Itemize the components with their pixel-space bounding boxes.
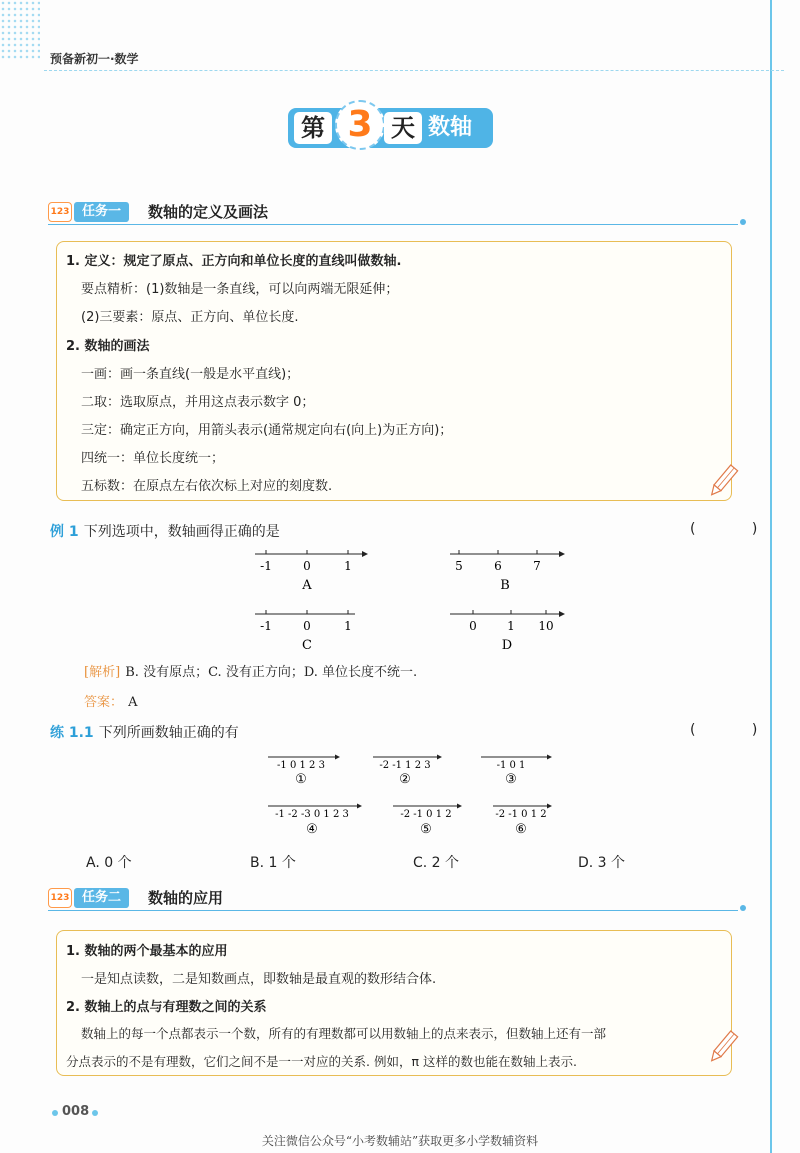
pencil-icon (706, 462, 740, 502)
pencil-icon (706, 1028, 740, 1068)
option-d-tick-label: 1 (507, 619, 515, 633)
task2-line-dot (740, 905, 746, 911)
option-c-letter: C (302, 638, 312, 653)
example1-answer (84, 691, 138, 710)
example1-analysis (84, 661, 417, 680)
example1-label: 例 1 (50, 524, 79, 540)
task2-tag: 任务二 (74, 888, 129, 908)
page-number: 008 (62, 1104, 90, 1119)
axis-5-labels: -2 -1 0 1 2 (400, 809, 452, 820)
task1-header (48, 200, 738, 224)
example1-question: 下列选项中，数轴画得正确的是 (83, 524, 280, 540)
practice1-question-row (50, 722, 239, 742)
option-d-letter: D (501, 638, 513, 653)
axis-3-marker: ③ (505, 772, 517, 787)
choice-a: A. 0 个 (86, 855, 132, 871)
option-a-tick-label: -1 (260, 559, 272, 573)
task2-underline (48, 910, 738, 911)
option-c-number-line (250, 605, 370, 655)
footer-dot-left (52, 1110, 58, 1116)
option-b-letter: B (500, 578, 510, 593)
task1-heading: 数轴的定义及画法 (148, 203, 269, 221)
task1-line: 一画：画一条直线(一般是水平直线)； (81, 367, 300, 382)
corner-dot-pattern (0, 0, 40, 60)
task2-header (48, 886, 738, 910)
task1-line-dot (740, 219, 746, 225)
option-b-tick-label: 6 (494, 559, 502, 573)
option-d-tick-label: 10 (538, 619, 554, 633)
day-title (288, 100, 498, 150)
title-day-number: 3 (335, 100, 385, 150)
example1-answer-paren: ( ) (690, 521, 784, 537)
task1-line: 2. 数轴的画法 (66, 339, 150, 354)
title-suffix: 天 (384, 112, 422, 144)
task2-line: 一是知点读数，二是知数画点，即数轴是最直观的数形结合体. (81, 972, 437, 987)
footer-note: 关注微信公众号“小考数辅站”获取更多小学数辅资料 (261, 1134, 539, 1148)
option-b-tick-label: 7 (533, 559, 541, 573)
answer-value: A (128, 695, 138, 710)
axis-1-labels: -1 0 1 2 3 (277, 760, 325, 771)
option-a-tick-label: 1 (344, 559, 352, 573)
axis-6-labels: -2 -1 0 1 2 (495, 809, 547, 820)
example1-question-row (50, 521, 280, 541)
book-title: 预备新初一·数学 (50, 52, 139, 66)
answer-tag: 答案： (84, 695, 124, 710)
task1-underline (48, 224, 738, 225)
header-divider (44, 70, 784, 71)
practice1-label: 练 1.1 (50, 725, 94, 741)
task2-icon: 123 (48, 888, 72, 908)
practice1-axes-figure (265, 750, 555, 845)
axis-6-marker: ⑥ (515, 822, 527, 837)
axis-1-marker: ① (295, 772, 307, 787)
analysis-tag: [解析] (84, 665, 121, 680)
axis-3-labels: -1 0 1 (496, 760, 526, 771)
task2-line: 数轴上的每一个点都表示一个数，所有的有理数都可以用数轴上的点来表示，但数轴上还有一部 (81, 1026, 607, 1041)
task2-line: 分点表示的不是有理数，它们之间不是一一对应的关系. 例如，π 这样的数也能在数轴上表示. (66, 1054, 577, 1069)
option-b-tick-label: 5 (455, 559, 463, 573)
title-topic: 数轴 (428, 115, 473, 140)
option-a-number-line (250, 545, 370, 595)
task2-line: 2. 数轴上的点与有理数之间的关系 (66, 1000, 267, 1015)
task1-line: 二取：选取原点，并用这点表示数字 0； (81, 395, 315, 410)
analysis-text: B. 没有原点；C. 没有正方向；D. 单位长度不统一. (125, 665, 418, 680)
option-d-tick-label: 0 (469, 619, 477, 633)
task1-line: (2)三要素：原点、正方向、单位长度. (81, 310, 299, 325)
page-edge-line (770, 0, 772, 1153)
choice-d: D. 3 个 (578, 855, 626, 871)
axis-2-marker: ② (399, 772, 411, 787)
practice1-answer-paren: ( ) (690, 722, 784, 738)
axis-4-marker: ④ (306, 822, 318, 837)
option-a-tick-label: 0 (303, 559, 311, 573)
task1-line: 1. 定义：规定了原点、正方向和单位长度的直线叫做数轴. (66, 254, 402, 269)
task2-heading: 数轴的应用 (148, 889, 224, 907)
task1-line: 五标数：在原点左右依次标上对应的刻度数. (81, 479, 333, 494)
option-d-number-line (445, 605, 570, 655)
option-c-tick-label: -1 (260, 619, 272, 633)
choice-b: B. 1 个 (250, 855, 296, 871)
task1-icon: 123 (48, 202, 72, 222)
title-prefix: 第 (294, 112, 332, 144)
footer-dot-right (92, 1110, 98, 1116)
task2-line: 1. 数轴的两个最基本的应用 (66, 944, 228, 959)
option-c-tick-label: 1 (344, 619, 352, 633)
option-a-letter: A (302, 578, 312, 593)
axis-4-labels: -1 -2 -3 0 1 2 3 (275, 809, 349, 820)
task1-line: 三定：确定正方向，用箭头表示(通常规定向右(向上)为正方向)； (81, 423, 453, 438)
task1-line: 四统一：单位长度统一； (81, 451, 225, 466)
axis-2-labels: -2 -1 1 2 3 (379, 760, 431, 771)
option-b-number-line (445, 545, 570, 595)
option-c-tick-label: 0 (303, 619, 311, 633)
choice-c: C. 2 个 (413, 855, 460, 871)
axis-5-marker: ⑤ (420, 822, 432, 837)
task1-tag: 任务一 (74, 202, 129, 222)
practice1-question: 下列所画数轴正确的有 (98, 725, 239, 741)
task1-line: 要点精析：(1)数轴是一条直线，可以向两端无限延伸； (81, 282, 399, 297)
